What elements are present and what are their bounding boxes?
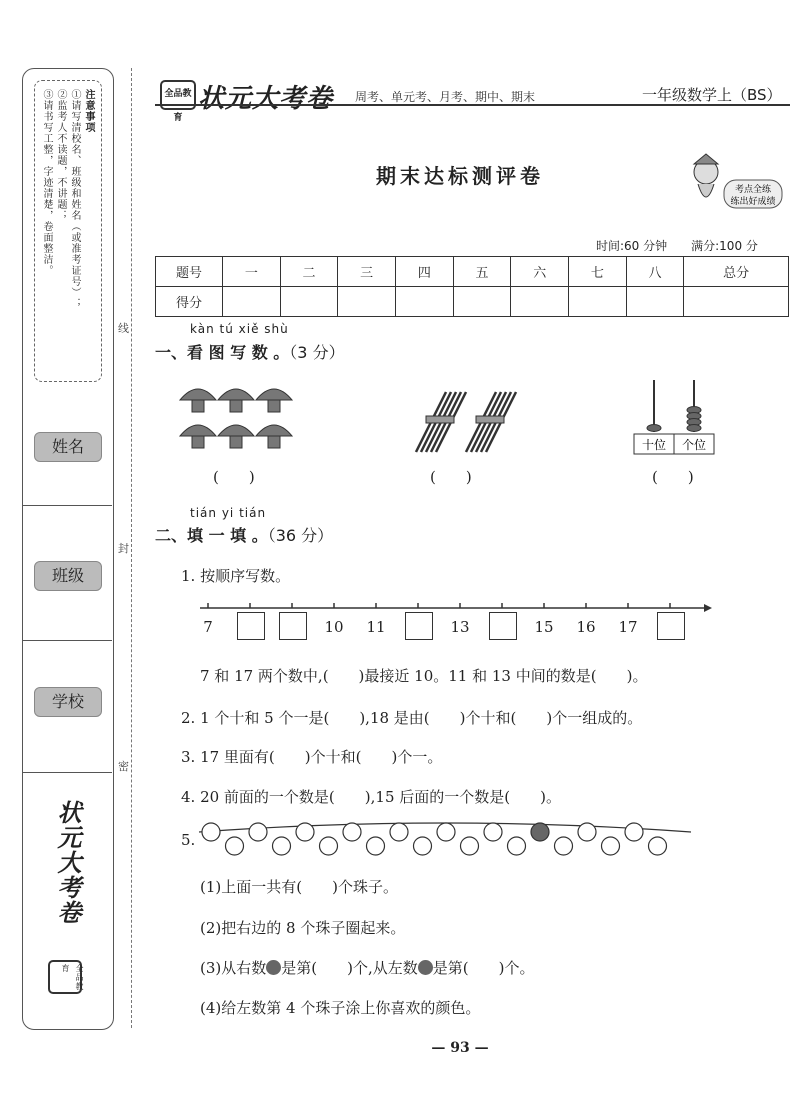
strip-divider <box>22 772 112 773</box>
number-line-label: 16 <box>576 618 596 636</box>
section2-pinyin: tián yi tián <box>190 506 267 520</box>
seal-char-line: 线 <box>118 322 129 335</box>
grade-label: 一年级数学上（BS） <box>642 86 782 104</box>
number-line-blank-box[interactable] <box>657 612 685 640</box>
q5-3-part-a: (3)从右数 <box>200 959 267 977</box>
abacus-ones-label: 个位 <box>681 438 707 452</box>
section1-title <box>155 340 345 363</box>
section2-title <box>155 523 333 546</box>
time-info: 时间:60 分钟 满分:100 分 <box>596 239 758 253</box>
score-cell[interactable] <box>684 287 789 317</box>
bead[interactable] <box>226 837 244 855</box>
bead[interactable] <box>414 837 432 855</box>
score-cell[interactable] <box>569 287 627 317</box>
vertical-brand: 状元大考卷 <box>53 800 82 925</box>
strip-divider <box>22 505 112 506</box>
note-1: ①请写清校名、班级和姓名（或准考证号）； <box>69 89 80 309</box>
vertical-logo-text: 全品教育 <box>61 964 84 991</box>
bead[interactable] <box>508 837 526 855</box>
note-3: ③请书写工整，字迹清楚，卷面整洁。 <box>41 89 52 276</box>
score-header-row <box>156 257 789 287</box>
logo-text: 全品教育 <box>164 89 192 123</box>
notes-box <box>34 80 102 382</box>
bead[interactable] <box>578 823 596 841</box>
section2-points: （36 分） <box>267 526 334 545</box>
brand-subtitle: 周考、单元考、月考、期中、期末 <box>355 90 536 104</box>
bead[interactable] <box>343 823 361 841</box>
filled-bead-icon <box>266 960 281 975</box>
q5-3-part-b: 是第( )个,从左数 <box>281 959 418 977</box>
number-line-label: 13 <box>450 618 470 636</box>
answer-blank[interactable]: ( ) <box>430 468 472 486</box>
bead-string <box>195 818 695 862</box>
brand-title: 状元大考卷 <box>198 84 334 114</box>
bead[interactable] <box>273 837 291 855</box>
strip-divider <box>22 640 112 641</box>
mushrooms-image <box>178 380 298 452</box>
stick-bundles-image <box>408 388 528 458</box>
mascot-illustration <box>684 150 784 215</box>
table-cell: 得分 <box>156 287 223 317</box>
table-cell: 四 <box>396 257 454 287</box>
bead[interactable] <box>625 823 643 841</box>
score-cell[interactable] <box>511 287 569 317</box>
abacus-image <box>632 376 716 456</box>
number-line-label: 10 <box>324 618 344 636</box>
page-number: — 93 — <box>431 1040 489 1056</box>
section1-points: （3 分） <box>289 343 345 362</box>
bead[interactable] <box>602 837 620 855</box>
name-label: 姓名 <box>34 432 102 462</box>
mascot-text-1: 考点全练 <box>734 185 772 195</box>
bead[interactable] <box>555 837 573 855</box>
score-table <box>155 256 789 317</box>
score-cell[interactable] <box>338 287 396 317</box>
number-line-label: 17 <box>618 618 638 636</box>
number-line-label: 11 <box>366 618 386 636</box>
bead-filled[interactable] <box>531 823 549 841</box>
table-cell: 总分 <box>684 257 789 287</box>
question-1: 1. 按顺序写数。 <box>181 567 291 585</box>
bead[interactable] <box>649 837 667 855</box>
score-cell[interactable] <box>453 287 511 317</box>
table-cell: 五 <box>453 257 511 287</box>
question-5-3 <box>200 957 534 978</box>
question-5-1: (1)上面一共有( )个珠子。 <box>200 878 398 896</box>
bead[interactable] <box>484 823 502 841</box>
bead[interactable] <box>390 823 408 841</box>
number-line-blank-box[interactable] <box>489 612 517 640</box>
number-line-blank-box[interactable] <box>405 612 433 640</box>
answer-blank[interactable]: ( ) <box>213 468 255 486</box>
q5-3-part-c: 是第( )个。 <box>432 959 535 977</box>
score-row <box>156 287 789 317</box>
score-cell[interactable] <box>223 287 281 317</box>
table-cell: 三 <box>338 257 396 287</box>
bead[interactable] <box>249 823 267 841</box>
mascot-text-2: 练出好成绩 <box>730 197 776 207</box>
filled-bead-icon <box>418 960 433 975</box>
class-label: 班级 <box>34 561 102 591</box>
question-5: 5. <box>181 831 196 849</box>
score-cell[interactable] <box>626 287 684 317</box>
header-rule <box>155 104 790 106</box>
table-cell: 二 <box>280 257 338 287</box>
seal-char-secret: 密 <box>118 760 129 773</box>
bead[interactable] <box>461 837 479 855</box>
table-cell: 六 <box>511 257 569 287</box>
number-line-label: 15 <box>534 618 554 636</box>
question-2: 2. 1 个十和 5 个一是( ),18 是由( )个十和( )个一组成的。 <box>181 709 643 727</box>
question-4: 4. 20 前面的一个数是( ),15 后面的一个数是( )。 <box>181 788 561 806</box>
number-line-label: 7 <box>203 618 213 636</box>
question-3: 3. 17 里面有( )个十和( )个一。 <box>181 748 443 766</box>
score-cell[interactable] <box>280 287 338 317</box>
bead[interactable] <box>202 823 220 841</box>
number-line <box>200 600 712 616</box>
bead[interactable] <box>367 837 385 855</box>
bead[interactable] <box>320 837 338 855</box>
question-5-4: (4)给左数第 4 个珠子涂上你喜欢的颜色。 <box>200 999 481 1017</box>
section1-title-text: 一、看 图 写 数 。 <box>155 343 290 362</box>
answer-blank[interactable]: ( ) <box>652 468 694 486</box>
table-cell: 八 <box>626 257 684 287</box>
question-5-2: (2)把右边的 8 个珠子圈起来。 <box>200 919 406 937</box>
table-cell: 七 <box>569 257 627 287</box>
number-line-blank-box[interactable] <box>279 612 307 640</box>
table-cell: 题号 <box>156 257 223 287</box>
cut-line <box>131 68 132 1028</box>
school-label: 学校 <box>34 687 102 717</box>
score-cell[interactable] <box>396 287 454 317</box>
section1-pinyin: kàn tú xiě shù <box>190 322 289 336</box>
number-line-blank-box[interactable] <box>237 612 265 640</box>
page-title: 期末达标测评卷 <box>376 164 544 188</box>
section2-title-text: 二、填 一 填 。 <box>155 526 268 545</box>
vertical-logo <box>48 960 82 994</box>
seal-char-seal: 封 <box>118 542 129 555</box>
question-1-line2: 7 和 17 两个数中,( )最接近 10。11 和 13 中间的数是( )。 <box>200 667 648 685</box>
notes-heading: 注意事项 <box>83 89 94 133</box>
abacus-tens-label: 十位 <box>641 438 667 452</box>
note-2: ②监考人不读题，不讲题； <box>55 89 66 221</box>
table-cell: 一 <box>223 257 281 287</box>
bead[interactable] <box>296 823 314 841</box>
bead[interactable] <box>437 823 455 841</box>
